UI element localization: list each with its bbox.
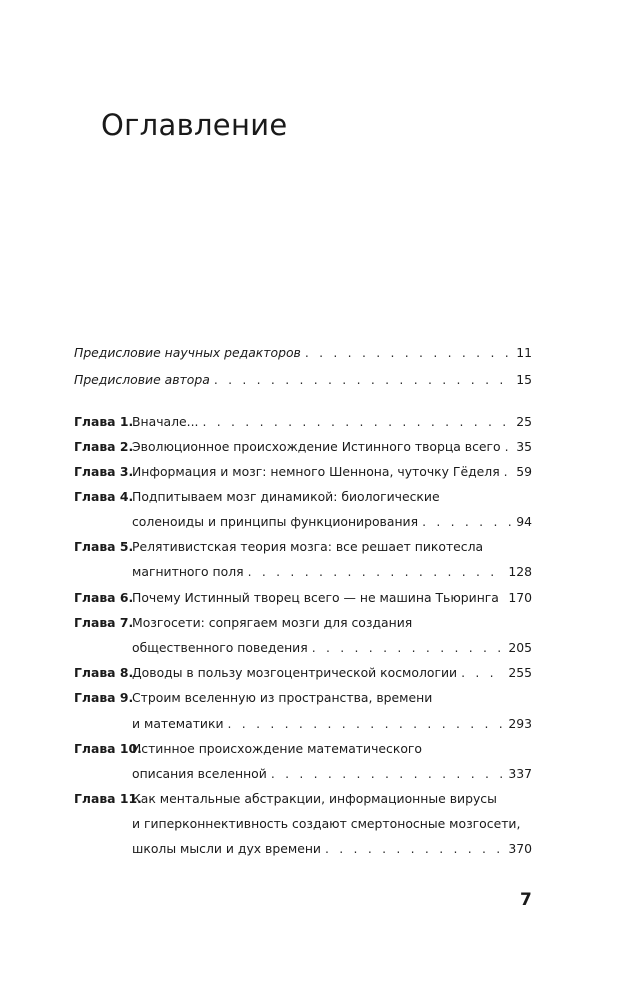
dot-leader	[214, 370, 512, 390]
toc-entry-chapter-10[interactable]	[74, 739, 532, 759]
toc-entry-chapter-6[interactable]	[74, 588, 532, 608]
toc-entry-title-line: Строим вселенную из пространства, времени	[132, 690, 433, 705]
toc-entry-title-line: Истинное происхождение математического	[132, 741, 422, 756]
toc-entry-title: Предисловие автора	[74, 372, 210, 387]
toc-entry-title-line: Как ментальные абстракции, информационные вирусы	[132, 791, 497, 806]
dot-leader	[504, 462, 513, 482]
chapter-label: Глава 1.	[74, 414, 134, 429]
toc-entry-preface-author[interactable]	[74, 370, 532, 390]
toc-entry-title-line: Подпитываем мозг динамикой: биологические	[132, 489, 440, 504]
toc-entry-chapter-9-cont[interactable]	[74, 714, 532, 734]
toc-entry-title: Почему Истинный творец всего — не машина Тьюринга	[132, 590, 499, 605]
dot-leader	[271, 764, 505, 784]
chapter-label: Глава 9.	[74, 690, 134, 705]
chapter-label: Глава 7.	[74, 615, 134, 630]
toc-entry-page: 94	[516, 514, 532, 529]
dot-leader	[305, 343, 512, 363]
toc-entry-page: 337	[508, 766, 532, 781]
toc-entry-page: 15	[516, 372, 532, 387]
dot-leader	[312, 638, 505, 658]
dot-leader	[248, 562, 505, 582]
toc-entry-chapter-7-cont[interactable]	[74, 638, 532, 658]
toc-entry-title-line: магнитного поля	[132, 564, 244, 579]
toc-entry-chapter-10-cont[interactable]	[74, 764, 532, 784]
toc-entry-chapter-2[interactable]	[74, 437, 532, 457]
toc-entry-title-line: общественного поведения	[132, 640, 308, 655]
chapter-label: Глава 2.	[74, 439, 134, 454]
toc-entry-chapter-4[interactable]	[74, 487, 532, 507]
chapter-label: Глава 10.	[74, 741, 142, 756]
dot-leader	[422, 512, 512, 532]
toc-entry-chapter-4-cont[interactable]	[74, 512, 532, 532]
toc-entry-chapter-3[interactable]	[74, 462, 532, 482]
toc-entry-page: 11	[516, 345, 532, 360]
toc-entry-title-line: описания вселенной	[132, 766, 267, 781]
toc-entry-chapter-1[interactable]	[74, 412, 532, 432]
dot-leader	[503, 588, 504, 608]
toc-entry-title-line: и математики	[132, 716, 224, 731]
toc-entry-chapter-11-cont[interactable]	[74, 839, 532, 859]
toc-entry-title-line: школы мысли и дух времени	[132, 841, 321, 856]
toc-entry-title-line: Мозгосети: сопрягаем мозги для создания	[132, 615, 413, 630]
toc-entry-chapter-9[interactable]	[74, 688, 532, 708]
toc-entry-chapter-7[interactable]	[74, 613, 532, 633]
chapter-label: Глава 3.	[74, 464, 134, 479]
dot-leader	[461, 663, 504, 683]
dot-leader	[202, 412, 512, 432]
toc-entry-title-line: соленоиды и принципы функционирования	[132, 514, 419, 529]
toc-entry-chapter-5[interactable]	[74, 537, 532, 557]
chapter-label: Глава 6.	[74, 590, 134, 605]
toc-entry-page: 170	[508, 590, 532, 605]
dot-leader	[228, 714, 505, 734]
page-number: 7	[520, 890, 532, 910]
toc-entry-preface-editors[interactable]	[74, 343, 532, 363]
chapter-label: Глава 5.	[74, 539, 134, 554]
toc-entry-page: 128	[508, 564, 532, 579]
toc-entry-page: 25	[516, 414, 532, 429]
chapter-label: Глава 4.	[74, 489, 134, 504]
toc-entry-page: 370	[508, 841, 532, 856]
page-title: Оглавление	[101, 108, 288, 142]
toc-entry-title: Вначале...	[132, 414, 199, 429]
toc-entry-title-line: Релятивистская теория мозга: все решает пикотесла	[132, 539, 484, 554]
toc-entry-page: 35	[516, 439, 532, 454]
toc-entry-title-line: и гиперконнективность создают смертоносные мозгосети,	[132, 816, 521, 831]
toc-entry-title: Эволюционное происхождение Истинного творца всего	[132, 439, 501, 454]
toc-entry-chapter-5-cont[interactable]	[74, 562, 532, 582]
toc-entry-chapter-11[interactable]	[74, 789, 532, 809]
dot-leader	[505, 437, 513, 457]
chapter-label: Глава 8.	[74, 665, 134, 680]
toc-entry-page: 255	[508, 665, 532, 680]
toc-entry-page: 293	[508, 716, 532, 731]
chapter-label: Глава 11.	[74, 791, 142, 806]
toc-entry-page: 59	[516, 464, 532, 479]
toc-entry-title: Информация и мозг: немного Шеннона, чуточку Гёделя	[132, 464, 500, 479]
toc-entry-page: 205	[508, 640, 532, 655]
toc-entry-title: Предисловие научных редакторов	[74, 345, 301, 360]
toc-entry-title: Доводы в пользу мозгоцентрической космологии	[132, 665, 458, 680]
toc-entry-chapter-8[interactable]	[74, 663, 532, 683]
dot-leader	[325, 839, 504, 859]
toc-entry-chapter-11-cont[interactable]	[74, 814, 532, 834]
